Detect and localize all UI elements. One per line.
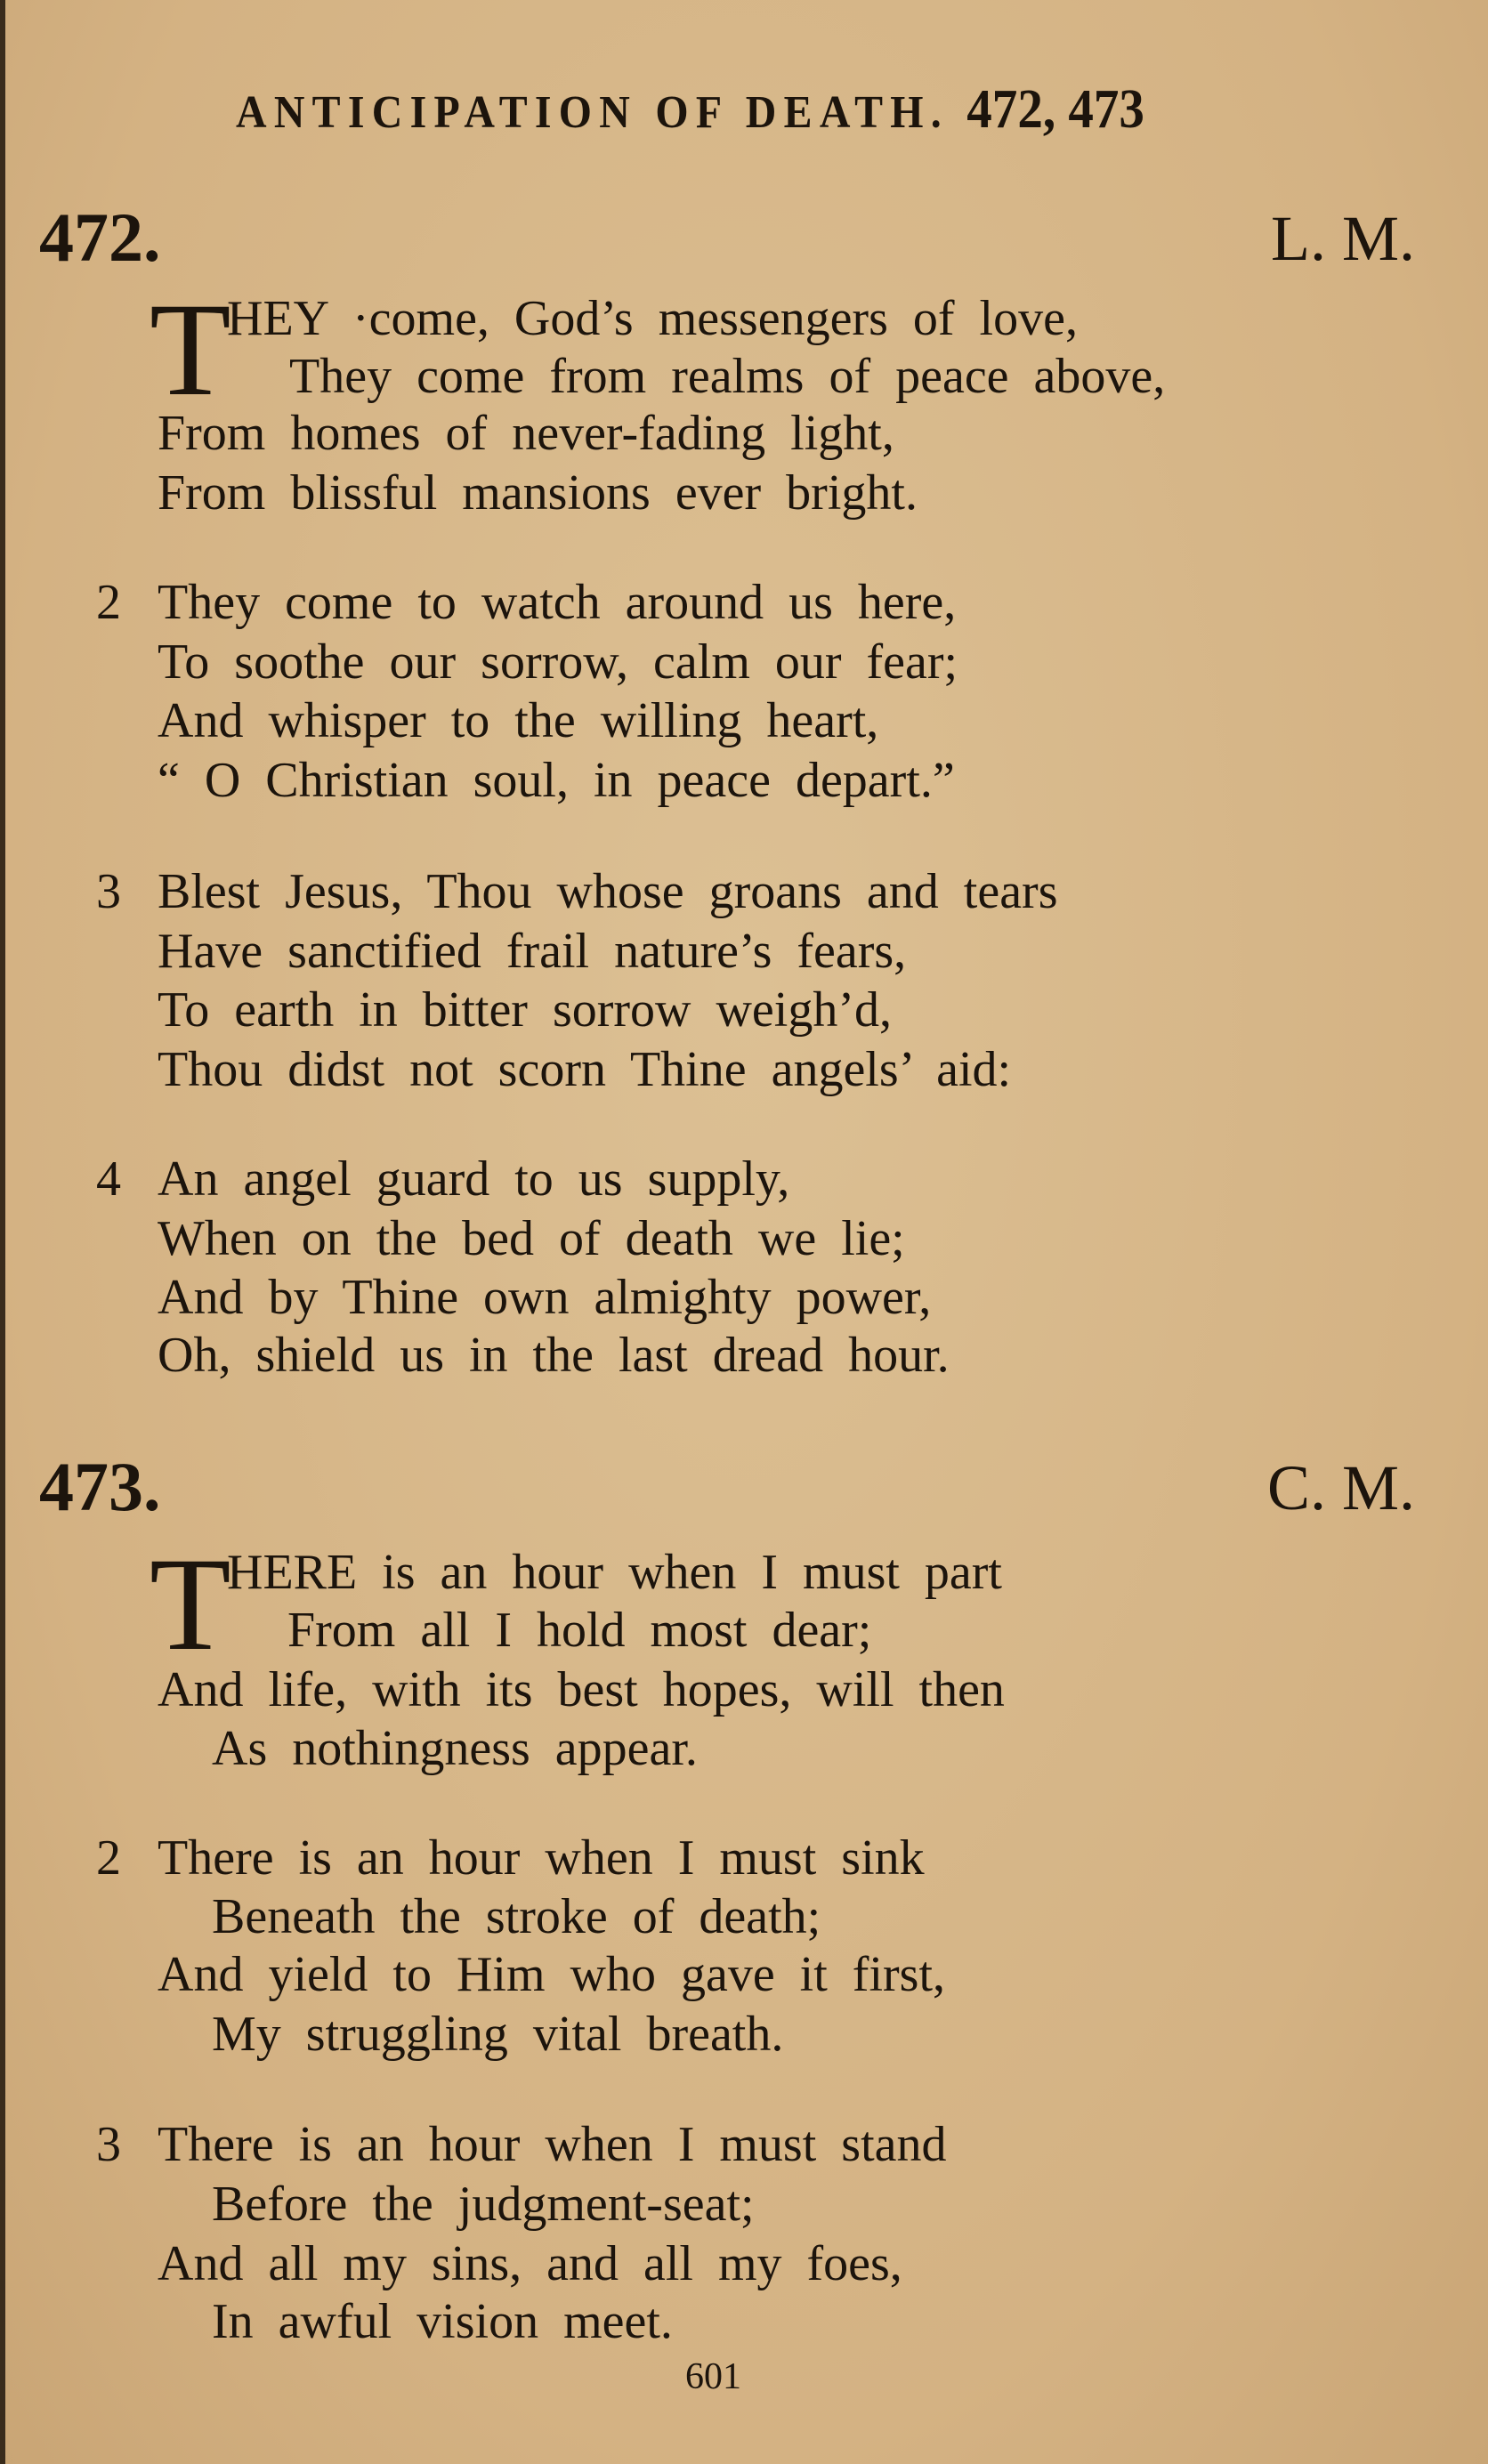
verse-line: From blissful mansions ever bright.	[158, 465, 918, 521]
verse-line: They come from realms of peace above,	[289, 349, 1166, 404]
verse-line: Before the judgment-seat;	[212, 2177, 755, 2232]
page-number: 601	[685, 2356, 741, 2397]
stanza-number: 2	[96, 575, 121, 630]
hymn-number: 473.	[39, 1448, 161, 1525]
verse-line: They come to watch around us here,	[158, 575, 957, 630]
verse-line: An angel guard to us supply,	[158, 1151, 790, 1207]
verse-line: HEY ·come, God’s messengers of love,	[227, 291, 1078, 346]
drop-cap: T	[150, 1531, 231, 1678]
verse-line: And life, with its best hopes, will then	[158, 1662, 1005, 1717]
verse-line: There is an hour when I must sink	[158, 1830, 925, 1886]
verse-line: To earth in bitter sorrow weigh’d,	[158, 982, 892, 1038]
verse-line: There is an hour when I must stand	[158, 2117, 947, 2172]
verse-line: Blest Jesus, Thou whose groans and tears	[158, 864, 1058, 919]
verse-line: As nothingness appear.	[212, 1721, 698, 1776]
hymn-meter: C. M.	[1266, 1452, 1415, 1523]
drop-cap: T	[150, 276, 231, 424]
stanza-number: 4	[96, 1151, 121, 1207]
verse-line: From homes of never-fading light,	[158, 406, 894, 461]
verse-line: Thou didst not scorn Thine angels’ aid:	[158, 1042, 1012, 1097]
running-header	[236, 79, 1144, 140]
verse-line: To soothe our sorrow, calm our fear;	[158, 634, 958, 690]
verse-line: From all I hold most dear;	[287, 1603, 872, 1658]
verse-line: And yield to Him who gave it first,	[158, 1947, 946, 2002]
stanza-number: 3	[96, 2117, 121, 2172]
page-edge	[0, 0, 5, 2464]
verse-line: My struggling vital breath.	[212, 2007, 784, 2062]
verse-line: And all my sins, and all my foes,	[158, 2236, 902, 2291]
verse-line: And by Thine own almighty power,	[158, 1270, 932, 1325]
header-hymn-numbers: 472, 473	[966, 79, 1144, 140]
hymn-number: 472.	[39, 198, 161, 276]
verse-line: Beneath the stroke of death;	[212, 1889, 821, 1944]
hymn-meter: L. M.	[1271, 203, 1415, 274]
verse-line: Have sanctified frail nature’s fears,	[158, 924, 907, 979]
verse-line: Oh, shield us in the last dread hour.	[158, 1328, 950, 1383]
stanza-number: 3	[96, 864, 121, 919]
stanza-number: 2	[96, 1830, 121, 1886]
verse-line: HERE is an hour when I must part	[227, 1545, 1002, 1600]
verse-line: In awful vision meet.	[212, 2294, 673, 2349]
verse-line: When on the bed of death we lie;	[158, 1211, 905, 1266]
header-title: ANTICIPATION OF DEATH.	[236, 87, 950, 138]
verse-line: And whisper to the willing heart,	[158, 693, 879, 748]
verse-line: “ O Christian soul, in peace depart.”	[158, 753, 955, 808]
